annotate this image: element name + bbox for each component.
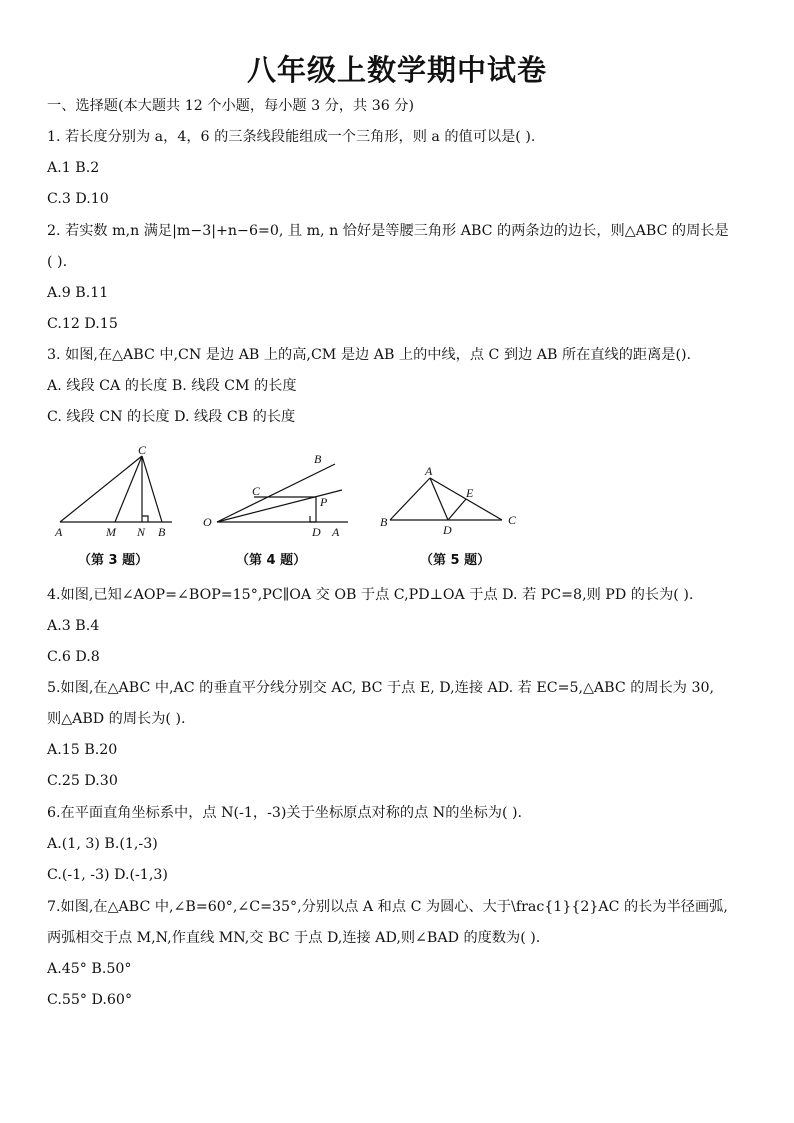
question-5-stem-cont: 则△ABD 的周长为( ). — [47, 711, 186, 727]
question-4-stem: 4.如图,已知∠AOP=∠BOP=15°,PC∥OA 交 OB 于点 C,PD⊥OA 于点 D. 若 PC=8,则 PD 的长为( ). — [47, 587, 694, 603]
section-heading: 一、选择题(本大题共 12 个小题，每小题 3 分，共 36 分) — [47, 98, 415, 114]
question-1-options-cd: C.3 D.10 — [47, 191, 109, 207]
fig4-point-O: O — [203, 515, 212, 529]
question-6-options-cd: C.(-1, -3) D.(-1,3) — [47, 867, 168, 883]
fig3-point-B: B — [158, 525, 166, 539]
question-1-stem: 1. 若长度分别为 a，4，6 的三条线段能组成一个三角形，则 a 的值可以是( ). — [47, 129, 536, 145]
fig4-caption: （第 4 题） — [236, 553, 307, 568]
question-7-stem-cont: 两弧相交于点 M,N,作直线 MN,交 BC 于点 D,连接 AD,则∠BAD 的度数为( ). — [47, 930, 541, 946]
figure-5 — [390, 478, 502, 520]
figure-4 — [217, 464, 348, 522]
fig4-point-P: P — [320, 495, 328, 509]
fig4-point-C: C — [252, 484, 261, 498]
question-5-options-ab: A.15 B.20 — [47, 742, 118, 758]
question-2-stem-cont: ( ). — [47, 254, 68, 270]
question-7-options-ab: A.45° B.50° — [47, 961, 132, 977]
page-title: 八年级上数学期中试卷 — [246, 53, 547, 87]
question-6-options-ab: A.(1, 3) B.(1,-3) — [47, 836, 158, 852]
fig3-point-A: A — [55, 525, 63, 539]
question-4-options-ab: A.3 B.4 — [47, 618, 100, 634]
fig5-point-C: C — [508, 513, 517, 527]
question-2-options-cd: C.12 D.15 — [47, 316, 118, 332]
figures-row — [50, 440, 550, 575]
fig3-point-C: C — [138, 443, 147, 457]
question-2-options-ab: A.9 B.11 — [47, 285, 109, 301]
fig4-point-B: B — [314, 452, 322, 466]
question-3-options-ab: A. 线段 CA 的长度 B. 线段 CM 的长度 — [47, 378, 297, 394]
question-5-stem: 5.如图,在△ABC 中,AC 的垂直平分线分别交 AC, BC 于点 E, D,连接 AD. 若 EC=5,△ABC 的周长为 30, — [47, 680, 715, 696]
fig5-caption: （第 5 题） — [420, 553, 491, 568]
fig5-point-B: B — [380, 515, 388, 529]
question-2-stem: 2. 若实数 m,n 满足|m−3|+n−6=0, 且 m, n 恰好是等腰三角形 ABC 的两条边的边长，则△ABC 的周长是 — [47, 223, 729, 239]
question-3-options-cd: C. 线段 CN 的长度 D. 线段 CB 的长度 — [47, 409, 296, 425]
fig3-caption: （第 3 题） — [78, 553, 149, 568]
question-3-stem: 3. 如图,在△ABC 中,CN 是边 AB 上的高,CM 是边 AB 上的中线，点 C 到边 AB 所在直线的距离是(). — [47, 347, 692, 363]
fig5-point-E: E — [466, 486, 474, 500]
fig4-point-D: D — [312, 525, 321, 539]
fig5-point-D: D — [443, 523, 452, 537]
question-7-stem: 7.如图,在△ABC 中,∠B=60°,∠C=35°,分别以点 A 和点 C 为圆心、大于\frac{1}{2}AC 的长为半径画弧, — [47, 899, 728, 915]
question-7-options-cd: C.55° D.60° — [47, 992, 133, 1008]
question-6-stem: 6.在平面直角坐标系中，点 N(-1，-3)关于坐标原点对称的点 N的坐标为( ). — [47, 805, 523, 821]
question-4-options-cd: C.6 D.8 — [47, 649, 100, 665]
fig5-point-A: A — [425, 464, 433, 478]
question-1-options-ab: A.1 B.2 — [47, 160, 100, 176]
fig3-point-N: N — [137, 525, 146, 539]
fig4-point-A: A — [332, 525, 340, 539]
question-5-options-cd: C.25 D.30 — [47, 773, 118, 789]
geometry-figures — [50, 440, 550, 575]
figure-3 — [60, 456, 172, 522]
fig3-point-M: M — [106, 525, 116, 539]
